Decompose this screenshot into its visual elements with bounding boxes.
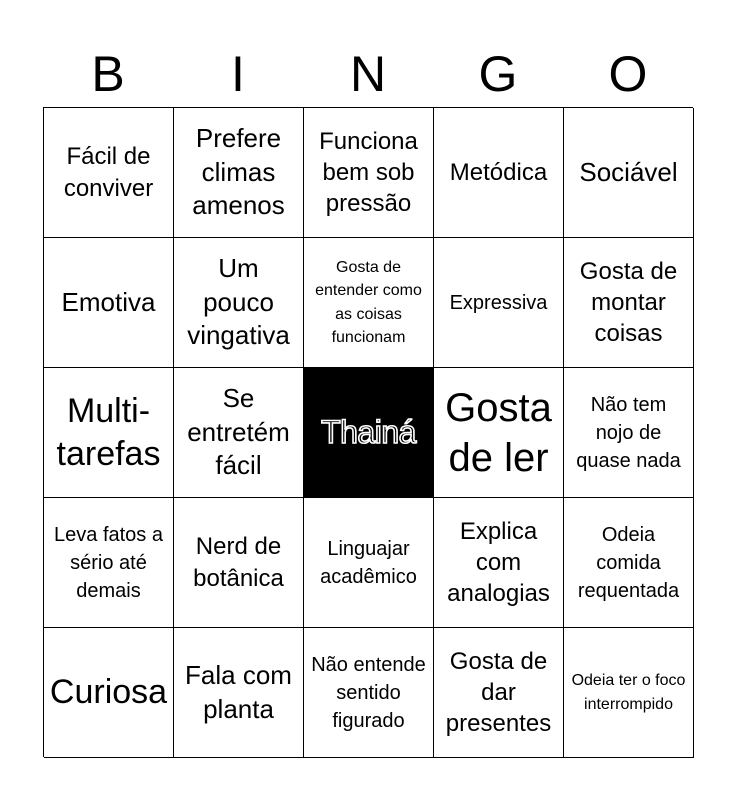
bingo-cell-r4-c5[interactable] [564,498,694,628]
bingo-cell-r4-c4[interactable] [434,498,564,628]
bingo-cell-r3-c1[interactable] [44,368,174,498]
cell-text: Odeia comida requentada [577,523,680,602]
bingo-cell-r1-c1[interactable] [44,108,174,238]
bingo-cell-r2-c3[interactable] [304,238,434,368]
cell-text: Sociável [579,156,678,187]
cell-text: Se entretém fácil [187,382,290,481]
cell-text: Emotiva [61,286,156,317]
cell-text: Funciona bem sob pressão [319,127,418,218]
header-letter-b: B [91,46,125,102]
cell-text: Expressiva [449,291,548,314]
bingo-cell-r3-c4[interactable] [434,368,564,498]
cell-text: Gosta de dar presentes [445,647,552,738]
bingo-card [43,107,693,757]
cell-text: Nerd de botânica [193,533,284,592]
bingo-cell-r5-c3[interactable] [304,628,434,758]
header-letter-n: N [349,46,387,102]
bingo-cell-r1-c5[interactable] [564,108,694,238]
bingo-cell-r4-c2[interactable] [174,498,304,628]
cell-text: Fala com planta [185,659,292,724]
bingo-cell-r5-c1[interactable] [44,628,174,758]
cell-text: Não tem nojo de quase nada [576,393,681,472]
cell-text: Leva fatos a sério até demais [54,523,163,602]
cell-text: Multi-tarefas [56,392,161,473]
cell-text: Um pouco vingativa [187,252,290,351]
bingo-cell-r5-c5[interactable] [564,628,694,758]
bingo-cell-r2-c4[interactable] [434,238,564,368]
cell-text: Não entende sentido figurado [311,653,426,732]
bingo-cell-r1-c3[interactable] [304,108,434,238]
bingo-cell-r4-c3[interactable] [304,498,434,628]
cell-text: Gosta de ler [445,385,552,480]
cell-text: Gosta de entender como as coisas funcionam [315,259,422,346]
free-space-name: Thainá [321,414,416,451]
header-letter-i: I [231,46,245,102]
bingo-header [43,40,693,108]
bingo-cell-r5-c2[interactable] [174,628,304,758]
header-letter-g: G [478,46,518,102]
bingo-cell-r4-c1[interactable] [44,498,174,628]
bingo-cell-r2-c5[interactable] [564,238,694,368]
cell-text: Curiosa [49,673,168,712]
cell-text: Gosta de montar coisas [579,257,678,348]
cell-text: Metódica [449,158,548,186]
cell-text: Linguajar acadêmico [320,537,417,588]
cell-text: Prefere climas amenos [192,122,285,221]
bingo-cell-r3-c5[interactable] [564,368,694,498]
header-letter-o: O [608,46,648,102]
bingo-cell-r2-c2[interactable] [174,238,304,368]
bingo-cell-r1-c2[interactable] [174,108,304,238]
cell-text: Odeia ter o foco interrompido [571,672,686,713]
cell-text: Explica com analogias [447,517,550,608]
bingo-cell-r1-c4[interactable] [434,108,564,238]
cell-text: Fácil de conviver [63,143,154,202]
bingo-cell-r5-c4[interactable] [434,628,564,758]
free-space-cell[interactable] [304,368,434,498]
bingo-cell-r2-c1[interactable] [44,238,174,368]
bingo-cell-r3-c2[interactable] [174,368,304,498]
